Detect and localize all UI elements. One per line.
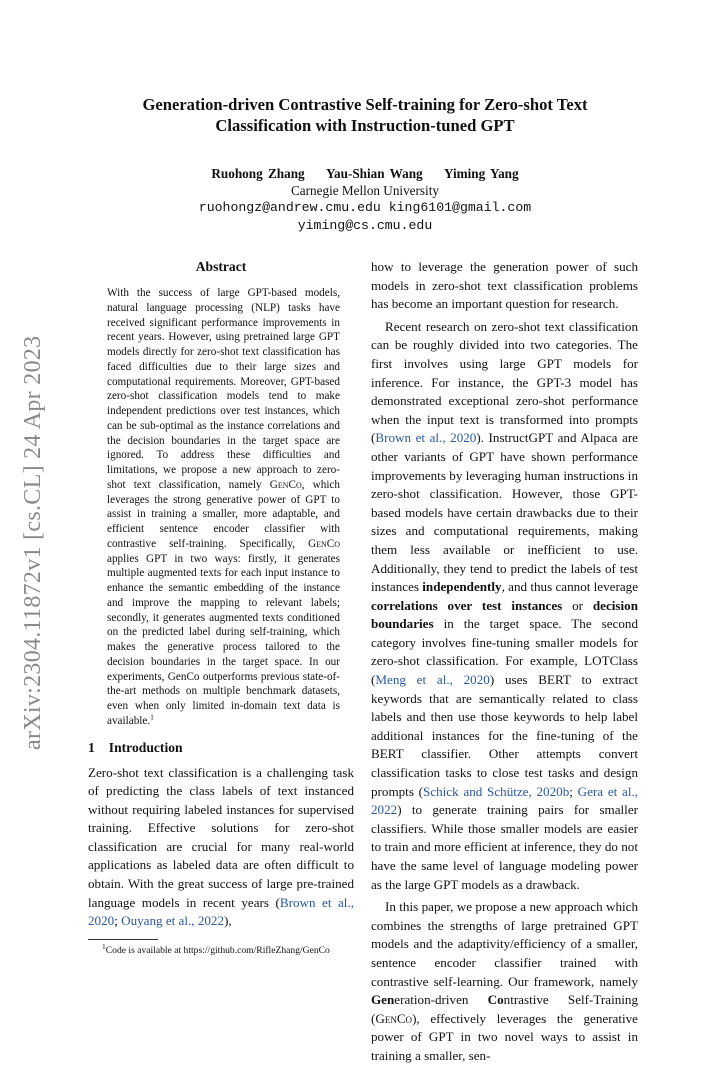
citation-link[interactable]: Brown et al., 2020 <box>88 894 354 929</box>
intro-text: In this paper, we propose a new approach which combines the strengths of large pretrained GPT models and the adaptivity/efficiency of a smaller, sentence encoder classifier trained with contrastive self-learning. Our framework, namely <box>371 899 638 989</box>
emphasis-text: Co <box>487 992 504 1008</box>
intro-text: ), effectively leverages the generative power of GPT in two novel ways to assist in training a smaller, sen- <box>371 1010 638 1063</box>
right-column <box>371 258 638 1066</box>
footnote-number: 1 <box>102 941 106 951</box>
citation-separator: ; <box>569 783 578 799</box>
genco-name: GenCo <box>308 537 340 550</box>
footnote-text: Code is available at https://github.com/RifleZhang/GenCo <box>105 944 330 956</box>
footnote-divider <box>88 939 158 940</box>
citation-link[interactable]: Meng et al., 2020 <box>375 672 490 688</box>
intro-text: in the target space. The second category involves fine-tuning smaller models for zero-shot classification. For example, LOTClass ( <box>371 616 638 688</box>
intro-text: Zero-shot text classification is a challenging task of predicting the class labels of text instanced without requiring labeled instances for supervised training. Effective solutions for zero-shot classification are crucial for many real-world applications as labeled data are often difficult to obtain. With the great success of large pre-trained language models in recent years ( <box>88 764 354 910</box>
intro-text: eration-driven <box>394 992 488 1008</box>
author-list <box>60 166 670 182</box>
abstract-text-1: With the success of large GPT-based models, natural language processing (NLP) tasks have received significant performance improvements in recent years. However, using pretrained large GPT models directly for zero-shot text classification has faced difficulties due to their large sizes and computational requirements. Moreover, GPT-based zero-shot classification models tend to make independent predictions over test instances, which can be sub-optimal as the instance correlations and the decision boundaries in the target space are ignored. To address these difficulties and limitations, we propose a new approach to zero-shot text classification, namely <box>107 287 340 491</box>
intro-text: ntrastive Self-Training ( <box>371 992 638 1026</box>
title-line-1: Generation-driven Contrastive Self-training for Zero-shot Text <box>142 95 588 114</box>
affiliation: Carnegie Mellon University <box>291 183 439 198</box>
abstract-text-2: , which leverages the strong generative power of GPT to assist in training a smaller, more adaptable, and efficient sentence encoder classifier with contrastive self-training. Specifically, <box>107 478 340 550</box>
title-line-2: Classification with Instruction-tuned GPT <box>215 116 515 135</box>
footnote-marker: 1 <box>150 712 154 722</box>
arxiv-identifier-stamp <box>18 320 48 750</box>
section-title-text: Introduction <box>108 739 183 755</box>
abstract-heading: Abstract <box>195 259 247 274</box>
intro-text: or <box>562 597 593 613</box>
abstract-text-3: applies GPT in two ways: firstly, it generates multiple augmented texts for each input instance to enhance the semantic embedding of the instance and improve the mapping to relevant labels; secondly, it generates augmented texts conditioned on the predicted label during self-training, which makes the generative process tailored to the decision boundaries in the target space. In our experiments, GenCo outperforms previous state-of-the-art methods on multiple benchmark datasets, even when only limited in-domain text data is available. <box>107 552 340 727</box>
intro-text: Recent research on zero-shot text classification can be roughly divided into two categories. The first involves using large GPT models for inference. For instance, the GPT-3 model has demonstrated exceptional zero-shot performance when the input text is transformed into prompts ( <box>371 318 638 446</box>
citation-link[interactable]: Schick and Schütze, 2020b <box>423 783 570 799</box>
intro-paragraph-3 <box>371 898 638 1065</box>
paper-header <box>60 94 670 235</box>
abstract-body <box>107 286 340 729</box>
emphasis-text: decision boundaries <box>371 597 638 632</box>
emphasis-text: independently <box>422 579 502 595</box>
author-name: Yau-Shian Wang <box>325 166 423 181</box>
citation-link[interactable]: Ouyang et al., 2022 <box>121 913 225 929</box>
intro-paragraph-1-continued: how to leverage the generation power of such models in zero-shot text classification problems has become an important question for research. <box>371 259 638 312</box>
genco-name: GenCo <box>375 1010 413 1026</box>
citation-separator: ; <box>114 913 122 929</box>
arxiv-identifier-text: arXiv:2304.11872v1 [cs.CL] 24 Apr 2023 <box>20 335 46 750</box>
intro-paragraph-2 <box>371 318 638 894</box>
genco-name: GenCo <box>269 478 302 491</box>
paper-title <box>60 94 670 136</box>
emphasis-text: correlations over test instances <box>371 597 563 613</box>
section-number: 1 <box>88 739 95 755</box>
intro-text: ). InstructGPT and Alpaca are other variants of GPT have shown performance improvements by leveraging human instructions in zero-shot classification. However, those GPT-based models have certain drawbacks due to their sizes and computational requirements, making them less available or inefficient to use. Additionally, they tend to predict the labels of test instances <box>371 430 638 595</box>
citation-link[interactable]: Brown et al., 2020 <box>375 430 477 446</box>
emphasis-text: Gen <box>371 992 395 1008</box>
intro-paragraph-1 <box>88 764 354 931</box>
left-column <box>88 258 354 957</box>
author-name: Yiming Yang <box>443 166 519 181</box>
intro-text: , and thus cannot leverage <box>501 579 638 595</box>
intro-text: ), <box>224 913 232 929</box>
author-emails-line-1: ruohongz@andrew.cmu.edu king6101@gmail.com <box>198 200 532 215</box>
citation-link[interactable]: Gera et al., 2022 <box>371 783 639 818</box>
footnote <box>102 941 354 957</box>
author-name: Ruohong Zhang <box>211 166 305 181</box>
author-emails-line-2: yiming@cs.cmu.edu <box>297 218 433 233</box>
section-heading-introduction <box>88 739 354 757</box>
intro-text: ) to generate training pairs for smaller classifiers. While those smaller models are easier to train and more efficient at inference, they do not have the same level of language modeling power as the large GPT models as a drawback. <box>371 802 638 892</box>
intro-text: ) uses BERT to extract keywords that are semantically related to class labels and then use those keywords to help label additional instances for the fine-tuning of the BERT classifier. Other attempts convert classification tasks to close test tasks and design prompts ( <box>371 672 638 799</box>
